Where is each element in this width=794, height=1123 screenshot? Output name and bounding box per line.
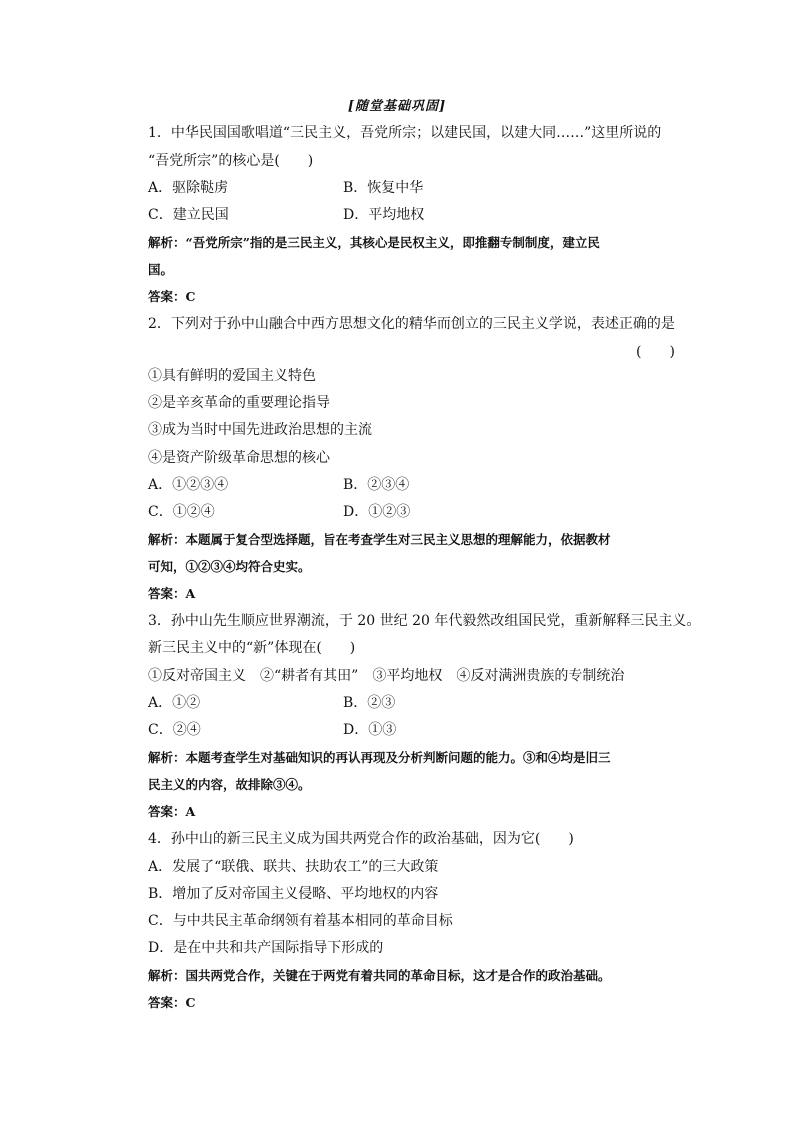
- q3-option-a: A．①②: [148, 695, 201, 711]
- q3-items: ①反对帝国主义 ②“耕者有其田” ③平均地权 ④反对满洲贵族的专制统治: [148, 668, 625, 684]
- q4-option-d: D．是在中共和共产国际指导下形成的: [148, 940, 384, 956]
- q3-stem-line1: 3．孙中山先生顺应世界潮流，于 20 世纪 20 年代毅然改组国民党，重新解释三民主义。: [148, 613, 701, 629]
- q2-answer: 答案：A: [148, 586, 196, 601]
- q2-option-d: D．①②③: [343, 504, 411, 520]
- q3-analysis-line1: 解析：本题考查学生对基础知识的再认再现及分析判断问题的能力。③和④均是旧三: [148, 750, 611, 765]
- q1-option-a: A．驱除鞑虏: [148, 180, 229, 196]
- q2-item-1: ①具有鲜明的爱国主义特色: [148, 368, 316, 384]
- q1-option-c: C．建立民国: [148, 207, 229, 223]
- q3-analysis-line2: 民主义的内容，故排除③④。: [148, 777, 311, 792]
- q1-stem-line2: “吾党所宗”的核心是( ): [148, 153, 314, 169]
- q4-option-b: B．增加了反对帝国主义侵略、平均地权的内容: [148, 886, 439, 902]
- q1-analysis-line2: 国。: [148, 262, 174, 277]
- q2-item-4: ④是资产阶级革命思想的核心: [148, 450, 330, 466]
- q2-option-b: B．②③④: [343, 477, 410, 493]
- q4-option-a: A．发展了“联俄、联共、扶助农工”的三大政策: [148, 859, 439, 875]
- q1-analysis-line1: 解析：“吾党所宗”指的是三民主义，其核心是民权主义，即推翻专制制度，建立民: [148, 235, 600, 250]
- q3-option-c: C．②④: [148, 722, 201, 738]
- q3-option-b: B．②③: [343, 695, 396, 711]
- q4-option-c: C．与中共民主革命纲领有着基本相同的革命目标: [148, 913, 453, 929]
- q2-option-c: C．①②④: [148, 504, 215, 520]
- q2-option-a: A．①②③④: [148, 477, 229, 493]
- q2-item-3: ③成为当时中国先进政治思想的主流: [148, 422, 372, 438]
- q4-answer: 答案：C: [148, 995, 196, 1010]
- q3-answer: 答案：A: [148, 804, 196, 819]
- q3-option-d: D．①③: [343, 722, 397, 738]
- q4-analysis-line1: 解析：国共两党合作，关键在于两党有着共同的革命目标，这才是合作的政治基础。: [148, 968, 611, 983]
- q2-answer-paren: ( ): [636, 344, 675, 360]
- section-title: [随堂基础巩固]: [347, 99, 447, 114]
- q1-option-d: D．平均地权: [343, 207, 425, 223]
- q3-stem-line2: 新三民主义中的“新”体现在( ): [148, 640, 356, 656]
- q2-analysis-line2: 可知，①②③④均符合史实。: [148, 559, 311, 574]
- q1-option-b: B．恢复中华: [343, 180, 424, 196]
- q1-stem-line1: 1．中华民国国歌唱道“三民主义，吾党所宗；以建民国，以建大同……”这里所说的: [148, 125, 662, 141]
- q1-answer: 答案：C: [148, 289, 196, 304]
- q2-analysis-line1: 解析：本题属于复合型选择题，旨在考查学生对三民主义思想的理解能力，依据教材: [148, 532, 611, 547]
- q4-stem-line1: 4．孙中山的新三民主义成为国共两党合作的政治基础，因为它( ): [148, 831, 574, 847]
- q2-item-2: ②是辛亥革命的重要理论指导: [148, 395, 330, 411]
- q2-stem-line1: 2．下列对于孙中山融合中西方思想文化的精华而创立的三民主义学说，表述正确的是: [148, 316, 675, 332]
